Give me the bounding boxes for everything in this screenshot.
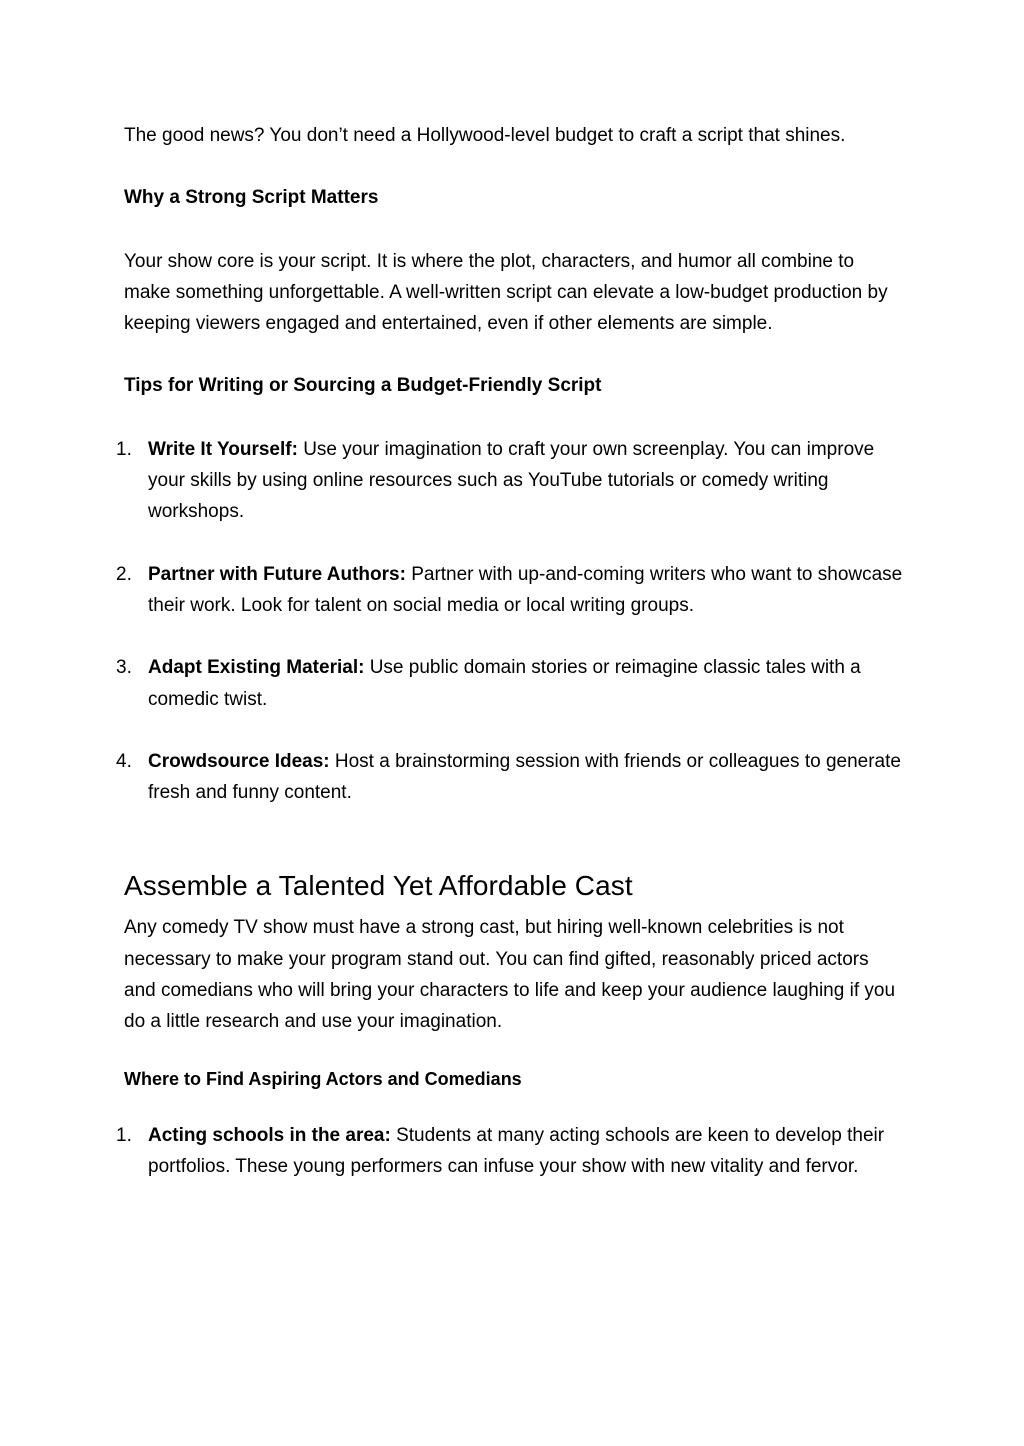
document-page	[116, 120, 904, 1182]
cast-list	[116, 1120, 904, 1183]
list-number: 4.	[116, 750, 132, 772]
list-item	[116, 652, 904, 715]
list-item-text: Students at many acting schools are keen to develop their portfolios. These young performers can infuse your show with new vitality and fervor.	[148, 1124, 885, 1177]
list-item	[116, 1120, 904, 1183]
list-item	[116, 559, 904, 622]
tips-list	[116, 434, 904, 809]
list-number: 2.	[116, 563, 132, 585]
list-number: 3.	[116, 657, 132, 679]
why-script-heading: Why a Strong Script Matters	[124, 187, 379, 209]
list-item	[116, 434, 904, 528]
list-item-text: Host a brainstorming session with friends or colleagues to generate fresh and funny content.	[148, 750, 901, 804]
list-item-text: Use your imagination to craft your own screenplay. You can improve your skills by using online resources such as YouTube tutorials or comedy writing workshops.	[148, 438, 875, 523]
list-number: 1.	[116, 1124, 132, 1146]
list-item-text: Use public domain stories or reimagine classic tales with a comedic twist.	[148, 657, 861, 710]
list-item-title: Write It Yourself:	[148, 438, 298, 460]
list-number: 1.	[116, 438, 132, 460]
cast-heading: Assemble a Talented Yet Affordable Cast	[124, 870, 633, 902]
list-item-title: Partner with Future Authors:	[148, 563, 406, 585]
list-item	[116, 746, 904, 809]
cast-subheading: Where to Find Aspiring Actors and Comedians	[124, 1068, 522, 1089]
list-item-title: Crowdsource Ideas:	[148, 750, 330, 772]
list-item-text: Partner with up-and-coming writers who want to showcase their work. Look for talent on social media or local writing groups.	[148, 563, 903, 616]
tips-heading: Tips for Writing or Sourcing a Budget-Friendly Script	[124, 375, 602, 397]
cast-paragraph: Any comedy TV show must have a strong cast, but hiring well-known celebrities is not necessary to make your program stand out. You can find gifted, reasonably priced actors and comedians who will bring your characters to life and keep your audience laughing if you do a little research and use your imagination.	[124, 917, 896, 1033]
list-item-title: Acting schools in the area:	[148, 1124, 391, 1146]
intro-paragraph: The good news? You don’t need a Hollywood-level budget to craft a script that shines.	[124, 125, 846, 146]
why-script-paragraph: Your show core is your script. It is where the plot, characters, and humor all combine to make something unforgettable. A well-written script can elevate a low-budget production by keeping viewers engaged and entertained, even if other elements are simple.	[124, 250, 888, 335]
list-item-title: Adapt Existing Material:	[148, 657, 365, 679]
